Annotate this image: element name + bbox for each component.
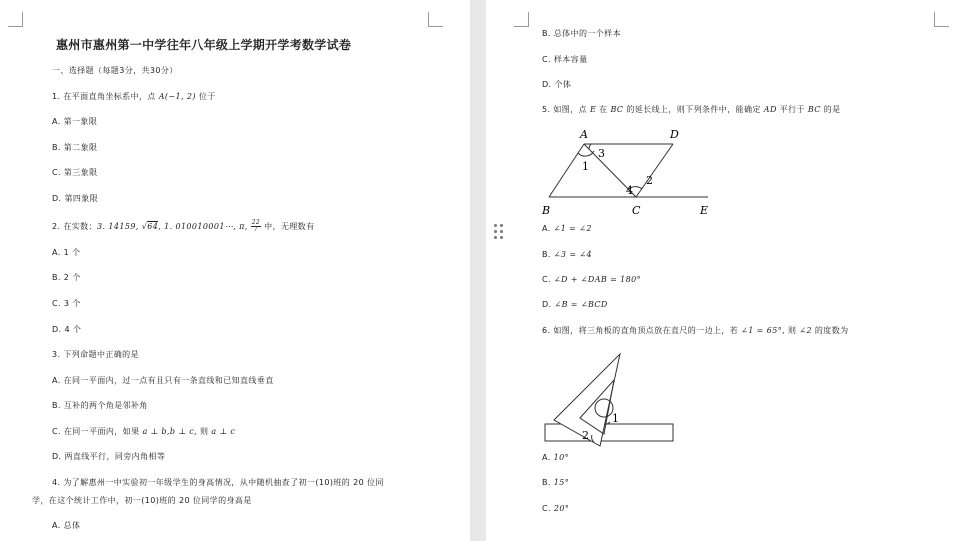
q5-mid2: 的延长线上，则下列条件中，能确定	[626, 105, 761, 114]
q1-option-d: D. 第四象限	[52, 194, 99, 203]
question-2	[52, 219, 314, 235]
q3-option-c-expr: a ⊥ b,b ⊥ c,	[142, 427, 198, 436]
q5-option-a-letter: A.	[542, 224, 551, 233]
figure-q5-parallelogram	[536, 124, 716, 220]
q5-option-a-expr: ∠1 = ∠2	[553, 224, 592, 233]
question-2-suffix: 中，无理数有	[264, 222, 315, 231]
label-b: B	[542, 204, 551, 217]
q5-option-d-expr: ∠B = ∠BCD	[554, 300, 608, 309]
label-angle-1: 1	[612, 412, 619, 425]
q5-option-c	[542, 274, 641, 286]
q5-segment-bc: BC	[610, 105, 624, 114]
q3-option-a: A. 在同一平面内，过一点有且只有一条直线和已知直线垂直	[52, 376, 274, 385]
drag-handle-icon[interactable]	[494, 224, 504, 240]
q6-option-a	[542, 452, 569, 464]
q6-condition: ∠1 = 65°,	[741, 326, 786, 335]
q1-option-b: B. 第二象限	[52, 143, 98, 152]
fraction-denominator: 7	[253, 226, 259, 233]
q3-option-d: D. 两直线平行，同旁内角相等	[52, 452, 166, 461]
q1-option-c: C. 第三象限	[52, 168, 98, 177]
q5-prefix: 5. 如图，点	[542, 105, 587, 114]
q4-option-b: B. 总体中的一个样本	[542, 29, 621, 38]
q4-option-c: C. 样本容量	[542, 55, 588, 64]
q5-option-c-expr: ∠D + ∠DAB = 180°	[553, 275, 642, 284]
sqrt-sign: √	[141, 222, 148, 231]
q3-option-c-prefix: C. 在同一平面内，如果	[52, 427, 140, 436]
question-5	[542, 104, 841, 116]
crop-mark-top-left	[514, 12, 529, 27]
q5-option-d-letter: D.	[542, 300, 552, 309]
q6-option-b-letter: B.	[542, 478, 551, 487]
fraction	[251, 220, 261, 233]
question-2-nums: 3. 14159,	[96, 222, 142, 231]
crop-mark-top-right	[934, 12, 949, 27]
q2-option-b: B. 2 个	[52, 273, 81, 282]
label-angle-3: 3	[598, 147, 605, 160]
q6-option-b	[542, 477, 569, 489]
question-1-suffix: 位于	[198, 92, 216, 101]
q5-mid3: 平行于	[779, 105, 805, 114]
q3-option-c-expr2: a ⊥ c	[211, 427, 236, 436]
q5-option-b-expr: ∠3 = ∠4	[553, 250, 592, 259]
question-3: 3. 下列命题中正确的是	[52, 350, 139, 359]
q5-segment-ad: AD	[763, 105, 777, 114]
fraction-numerator: 22	[251, 219, 261, 226]
q5-option-a	[542, 223, 592, 235]
q6-mid: 则	[788, 326, 797, 335]
label-c: C	[632, 204, 641, 217]
segment-ab	[549, 144, 584, 197]
q6-option-c-letter: C.	[542, 504, 551, 513]
q5-suffix: 的是	[823, 105, 841, 114]
crop-mark-top-right	[428, 12, 443, 27]
q5-option-d	[542, 299, 608, 311]
q6-suffix: 的度数为	[814, 326, 849, 335]
ruler	[545, 424, 673, 441]
label-angle-4: 4	[626, 184, 633, 197]
question-4-line1: 4. 为了解惠州一中实验初一年级学生的身高情况，从中随机抽查了初一(10)班的 20 位同	[52, 478, 384, 487]
label-a: A	[580, 128, 588, 141]
q5-segment-bc2: BC	[807, 105, 821, 114]
q3-option-c-mid: 则	[200, 427, 209, 436]
label-angle-1: 1	[582, 160, 589, 173]
q2-option-a: A. 1 个	[52, 248, 81, 257]
q6-prefix: 6. 如图，将三角板的直角顶点放在直尺的一边上，若	[542, 326, 739, 335]
label-angle-2: 2	[582, 429, 589, 442]
question-1-point: A(−1, 2)	[158, 92, 196, 101]
figure-q6-triangle-ruler	[542, 350, 678, 450]
page-gap	[470, 0, 486, 541]
q2-option-d: D. 4 个	[52, 325, 82, 334]
q6-option-c-value: 20°	[553, 504, 570, 513]
q5-option-c-letter: C.	[542, 275, 551, 284]
section-heading: 一、选择题（每题3分，共30分）	[52, 66, 178, 75]
document-page-left	[0, 0, 470, 541]
sqrt-argument: 64	[147, 222, 159, 231]
question-6	[542, 325, 849, 337]
question-1	[52, 91, 216, 103]
question-2-prefix: 2. 在实数：	[52, 222, 97, 231]
label-angle-2: 2	[646, 174, 653, 187]
q3-option-c	[52, 426, 235, 438]
document-page-right	[486, 0, 956, 541]
question-2-nums2: , 1. 010010001⋯, π,	[158, 222, 251, 231]
q5-option-b-letter: B.	[542, 250, 551, 259]
question-4-line2: 学，在这个统计工作中，初一(10)班的 20 位同学的身高是	[32, 496, 252, 505]
label-d: D	[670, 128, 679, 141]
label-e: E	[700, 204, 709, 217]
q6-option-c	[542, 503, 569, 515]
q6-option-a-value: 10°	[553, 453, 570, 462]
q2-option-c: C. 3 个	[52, 299, 81, 308]
q1-option-a: A. 第一象限	[52, 117, 98, 126]
q6-angle: ∠2	[799, 326, 812, 335]
q5-mid1: 在	[599, 105, 608, 114]
q4-option-a: A. 总体	[52, 521, 81, 530]
q4-option-d: D. 个体	[542, 80, 572, 89]
q6-option-a-letter: A.	[542, 453, 551, 462]
q5-point-e: E	[589, 105, 597, 114]
crop-mark-top-left	[8, 12, 23, 27]
q3-option-b: B. 互补的两个角是邻补角	[52, 401, 148, 410]
exam-title: 惠州市惠州第一中学往年八年级上学期开学考数学试卷	[56, 38, 352, 52]
q6-option-b-value: 15°	[553, 478, 570, 487]
arc-angle-3	[589, 144, 591, 149]
q5-option-b	[542, 249, 592, 261]
question-1-prefix: 1. 在平面直角坐标系中，点	[52, 92, 156, 101]
